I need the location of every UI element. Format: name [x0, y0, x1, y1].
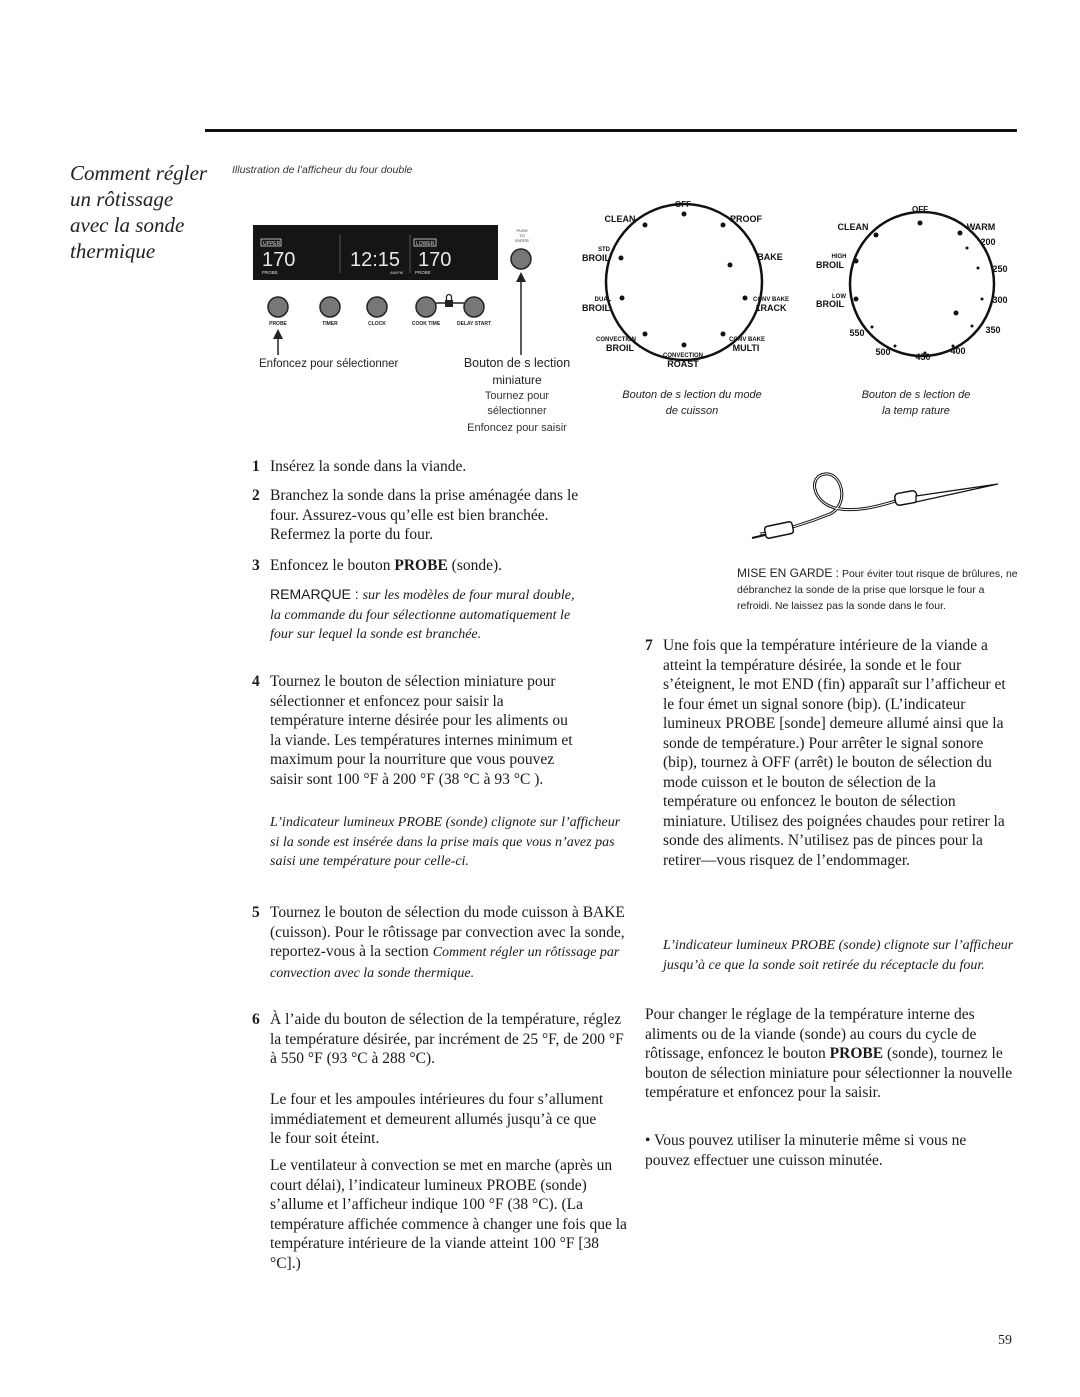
temp-low-broil-dot	[854, 297, 859, 302]
push-label: PUSH	[516, 228, 528, 233]
temp-knob-caption-1: Bouton de s lection de	[861, 389, 971, 401]
step-6-text: À l’aide du bouton de sélection de la température, réglez la température désirée, par incrément de 25 °F, de 200 °F à 550 °F (93 °C à 288 °C).	[270, 1011, 624, 1067]
press-enter-label: Enfoncez pour saisir	[467, 422, 567, 434]
mode-dual-broil-label: BROIL	[582, 303, 610, 313]
step-3-pre: Enfoncez le bouton	[270, 557, 395, 574]
mode-knob-caption-1: Bouton de s lection du mode	[622, 389, 762, 401]
temp-400-label: 400	[950, 346, 966, 356]
mode-convection-broil-label: BROIL	[606, 343, 634, 353]
lock-icon-shackle	[447, 295, 452, 301]
step-1-text: Insérez la sonde dans la viande.	[270, 458, 467, 475]
temp-warm-label: WARM	[966, 222, 996, 232]
temp-200-label: 200	[980, 237, 996, 247]
mode-proof-dot	[721, 223, 726, 228]
temp-off-label: OFF	[912, 205, 928, 214]
mode-bake-label: BAKE	[757, 252, 783, 262]
temp-550-label: 550	[849, 328, 865, 338]
timer-button-label: TIMER	[322, 321, 338, 327]
clock-button-label: CLOCK	[368, 321, 386, 327]
lock-icon	[445, 300, 453, 307]
mini-knob-arrow-head	[516, 272, 526, 282]
mode-bake-dot	[728, 263, 733, 268]
mode-multi-label: MULTI	[732, 343, 760, 353]
mode-off-label: OFF	[675, 200, 691, 209]
mode-conv-roast-dot	[682, 343, 687, 348]
mode-1rack-label: 1RACK	[755, 303, 787, 313]
step-7-text: Une fois que la température intérieure de la viande a atteint la température désirée, la sonde et le four s’éteignent, le mot END (fin) apparaît sur l’afficheur et le four émet un signal sonore (bip). (L’indicateur lumineux PROBE [sonde] demeure allumé ainsi que la sonde de température.) Pour arrêter le signal sonore (bip), tournez à OFF (arrêt) le bouton de sélection du mode cuisson et le bouton de sélection de la température ou enfoncez le bouton de sélection miniature. Utilisez des poignées chaudes pour retirer la sonde des aliments. N’utilisez pas de pinces pour la retirer—vous risquez de l’endommager.	[663, 637, 1006, 869]
change-setting-paragraph	[645, 1005, 1020, 1103]
step-2-number: 2	[252, 487, 260, 504]
mode-dual-label: DUAL	[594, 297, 612, 303]
change-pre: Pour changer le réglage de la température interne des aliments ou de la viande (sonde) au cours du cycle de rôtissage, enfoncez le bouton	[645, 1006, 977, 1062]
temp-clean-dot	[874, 233, 879, 238]
temp-250-label: 250	[992, 264, 1008, 274]
temp-tick-350	[971, 325, 974, 328]
lower-temp-readout: 170	[418, 249, 452, 271]
change-post: (sonde), tournez le bouton de sélection miniature pour sélectionner la nouvelle température et enfoncez pour la saisir.	[645, 1045, 1013, 1101]
probe-plug-tip	[752, 535, 765, 538]
temp-pointer-dot	[954, 311, 959, 316]
step-4-number: 4	[252, 673, 260, 690]
temp-tick-250	[977, 267, 980, 270]
step-4-text: Tournez le bouton de sélection miniature pour sélectionner et enfoncez pour saisir la température interne désirée pour les aliments ou la viande. Les températures internes minimum et maximum pour la nourriture que vous pouvez saisir sont 100 °F à 200 °F (38 °C à 93 °C ).	[270, 673, 573, 788]
temp-high-broil-dot	[854, 259, 859, 264]
step-3-text	[270, 556, 625, 576]
oven-controls-svg	[240, 195, 1030, 445]
mode-proof-label: PROOF	[729, 214, 763, 224]
step-3-post: (sonde).	[447, 557, 503, 574]
mode-off-dot	[682, 212, 687, 217]
oven-controls-illustration	[240, 195, 1030, 445]
probe-handle	[894, 490, 918, 506]
probe-indicator-upper: PROBE	[262, 270, 278, 275]
mode-conv-bake-multi-top: CONV BAKE	[728, 337, 766, 343]
step-2-text: Branchez la sonde dans la prise aménagée dans le four. Assurez-vous qu’elle est bien branchée. Refermez la porte du four.	[270, 487, 579, 543]
temp-clean-label: CLEAN	[837, 222, 869, 232]
step-5-body: Tournez le bouton de sélection du mode cuisson à BAKE (cuisson). Pour le rôtissage par convection avec la sonde, reportez-vous à la section	[270, 904, 625, 960]
step-6-number: 6	[252, 1011, 260, 1028]
step-7-number: 7	[645, 637, 653, 654]
turn-to-label: Tournez pour	[484, 390, 550, 402]
temp-tick-200	[966, 247, 969, 250]
cook-time-button[interactable]	[416, 297, 436, 317]
caution-heading: MISE EN GARDE :	[737, 566, 840, 580]
step-7-indicator-note: L’indicateur lumineux PROBE (sonde) clignote sur l’afficheur jusqu’à ce que la sonde soit retirée du réceptacle du four.	[663, 938, 1014, 973]
lower-tag: LOWER	[416, 241, 435, 247]
temp-knob-caption-2: la temp rature	[882, 405, 950, 417]
cook-time-button-label: COOK TIME	[411, 321, 441, 327]
mode-dual-broil-dot	[620, 296, 625, 301]
enter-label: ENTER	[515, 238, 529, 243]
note-heading: REMARQUE :	[270, 586, 363, 602]
note-remarque	[270, 585, 585, 645]
step-6-fan-note: Le ventilateur à convection se met en marche (après un court délai), l’indicateur lumineux PROBE (sonde) s’allume et l’afficheur indique 100 °F (38 °C). (La température affichée commence à changer une fois que la température intérieure de la viande atteint 100 °F [38 °C].)	[270, 1157, 627, 1272]
illustration-caption: Illustration de l’afficheur du four double	[232, 164, 413, 176]
upper-tag: UPPER	[263, 241, 281, 247]
probe-indicator-lower: PROBE	[415, 270, 431, 275]
section-title: Comment régler un rôtissage avec la sonde thermique	[70, 161, 208, 263]
select-label: sélectionner	[487, 405, 547, 417]
probe-spike	[916, 484, 998, 502]
caution-note	[737, 565, 1022, 614]
miniature-selector-knob[interactable]	[511, 249, 531, 269]
press-to-select-label: Enfoncez pour sélectionner	[259, 358, 399, 370]
mode-std-label: STD	[598, 247, 610, 253]
mode-std-broil-dot	[619, 256, 624, 261]
mode-clean-label: CLEAN	[604, 214, 636, 224]
probe-button[interactable]	[268, 297, 288, 317]
temp-low-label: LOW	[832, 294, 846, 300]
change-probe: PROBE	[829, 1045, 884, 1062]
mode-convection-broil-top: CONVECTION	[595, 337, 637, 343]
mini-knob-title-2: miniature	[492, 373, 542, 387]
step-3-number: 3	[252, 557, 260, 574]
page-number: 59	[998, 1333, 1012, 1348]
temp-high-label: HIGH	[831, 254, 847, 260]
temp-low-broil-label: BROIL	[816, 299, 844, 309]
temp-500-label: 500	[875, 347, 891, 357]
mode-clean-dot	[643, 223, 648, 228]
temp-warm-dot	[958, 231, 963, 236]
mode-std-broil-label: BROIL	[582, 253, 610, 263]
temp-tick-550	[871, 326, 874, 329]
delay-start-button-label: DELAY START	[456, 321, 492, 327]
mode-conv-bake-1rack-dot	[743, 296, 748, 301]
mode-conv-bake-multi-dot	[721, 332, 726, 337]
timer-bullet: • Vous pouvez utiliser la minuterie même si vous ne pouvez effectuer une cuisson minutée.	[645, 1132, 967, 1169]
clock-button[interactable]	[367, 297, 387, 317]
temp-450-label: 450	[915, 352, 931, 362]
probe-button-label: PROBE	[269, 321, 287, 327]
mode-knob-caption-2: de cuisson	[665, 405, 719, 417]
probe-plug	[764, 521, 794, 539]
to-label: TO	[519, 233, 525, 238]
clock-readout: 12:15	[350, 249, 401, 271]
step-4-indicator-note: L’indicateur lumineux PROBE (sonde) clignote sur l’afficheur si la sonde est insérée dans la prise mais que vous n’avez pas saisi une température pour celle-ci.	[270, 815, 621, 869]
step-1-number: 1	[252, 458, 260, 475]
mode-roast-label: ROAST	[667, 359, 699, 369]
mini-knob-title: Bouton de s lection	[463, 356, 571, 370]
header-rule	[205, 129, 1017, 132]
caution-body: Pour éviter tout risque de brûlures, ne débranchez la sonde de la prise que lorsque le four a refroidi. Ne laissez pas la sonde dans le four.	[737, 568, 1018, 612]
temp-350-label: 350	[985, 325, 1001, 335]
step-6-lights-note: Le four et les ampoules intérieures du four s’allument immédiatement et demeurent allumés jusqu’à ce que le four soit éteint.	[270, 1091, 604, 1147]
meat-probe-illustration	[750, 462, 1010, 552]
temp-tick-500	[894, 345, 897, 348]
temperature-knob[interactable]	[850, 212, 994, 356]
mode-conv-broil-dot	[643, 332, 648, 337]
mode-convection-roast-top: CONVECTION	[662, 353, 704, 359]
temp-300-label: 300	[992, 295, 1008, 305]
note-body: sur les modèles de four mural double, la commande du four sélectionne automatiquement le four sur lequel la sonde est branchée.	[270, 588, 575, 642]
timer-button[interactable]	[320, 297, 340, 317]
step-3-probe: PROBE	[394, 557, 448, 574]
probe-arrow-head	[273, 329, 283, 339]
mode-conv-bake-label: CONV BAKE	[752, 297, 790, 303]
upper-temp-readout: 170	[262, 249, 296, 271]
step-5-number: 5	[252, 904, 260, 921]
step-5-reference: Comment régler un rôtissage par convection avec la sonde thermique.	[270, 945, 620, 981]
temp-high-broil-label: BROIL	[816, 260, 844, 270]
temp-off-dot	[918, 221, 923, 226]
delay-start-button[interactable]	[464, 297, 484, 317]
temp-tick-300	[981, 298, 984, 301]
ampm-indicator: AM/PM	[390, 270, 404, 275]
step-5-text	[270, 903, 625, 983]
